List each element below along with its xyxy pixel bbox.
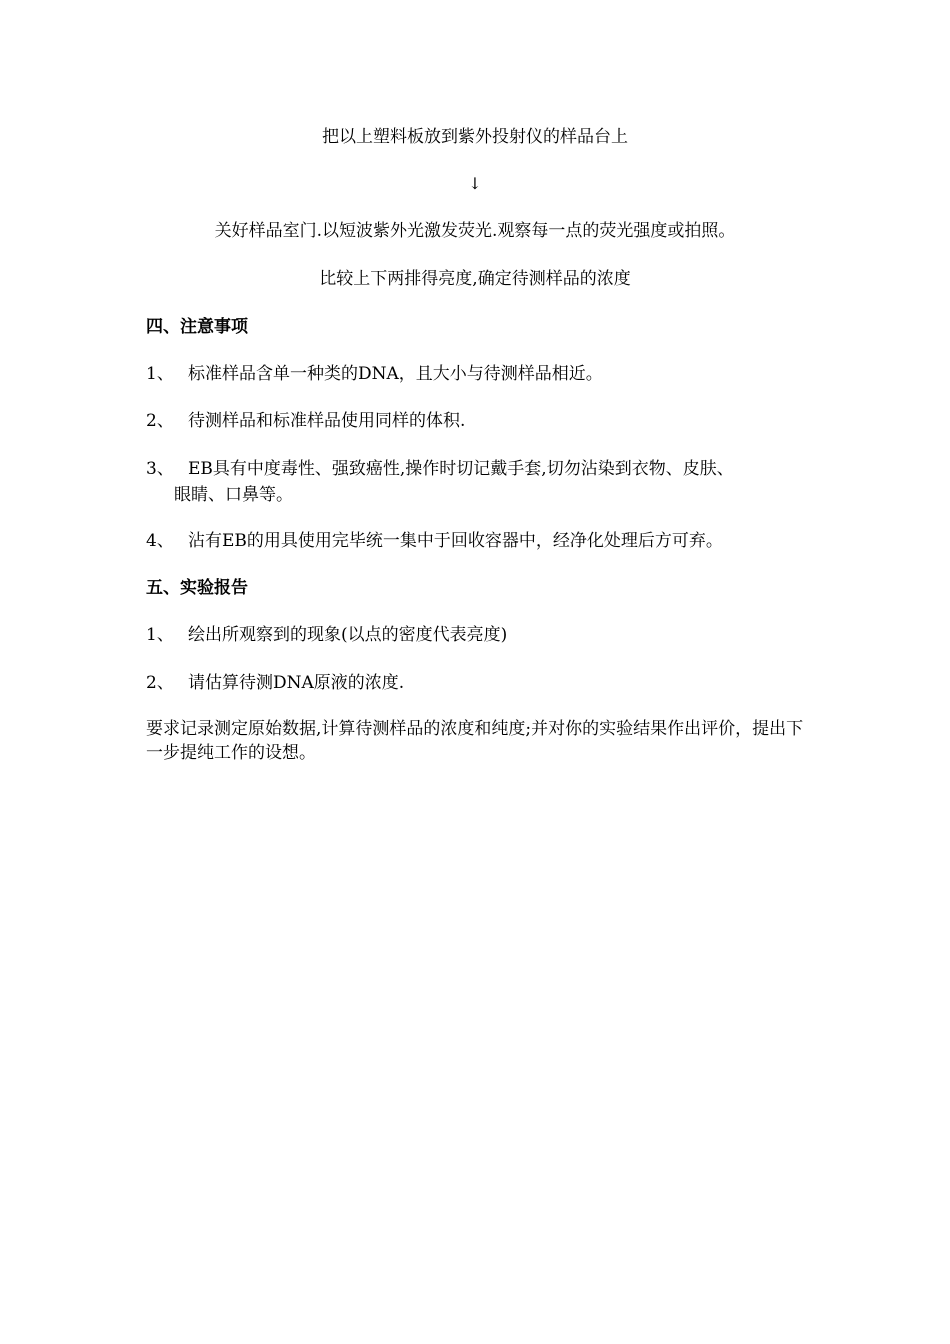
down-arrow-icon: ↓ — [468, 174, 482, 193]
note-item-3-text: EB具有中度毒性、强致癌性,操作时切记戴手套,切勿沾染到衣物、皮肤、 — [188, 459, 734, 479]
section-5-heading: 五、实验报告 — [146, 578, 248, 598]
note-item-4-number: 4、 — [146, 531, 174, 551]
note-item-3-text-continued: 眼睛、口鼻等。 — [174, 485, 293, 505]
note-item-3 — [146, 456, 806, 508]
note-item-4 — [146, 528, 806, 554]
report-item-2 — [146, 670, 806, 696]
report-item-2-number: 2、 — [146, 673, 174, 693]
flow-step-2: 关好样品室门.以短波紫外光激发荧光.观察每一点的荧光强度或拍照。 — [214, 221, 736, 241]
report-item-2-text: 请估算待测DNA原液的浓度. — [188, 673, 405, 693]
flow-step-3: 比较上下两排得亮度,确定待测样品的浓度 — [319, 269, 631, 289]
section-4-heading: 四、注意事项 — [146, 317, 248, 337]
note-item-2 — [146, 408, 806, 434]
note-item-2-number: 2、 — [146, 411, 174, 431]
note-item-1-text: 标准样品含单一种类的DNA，且大小与待测样品相近。 — [188, 364, 603, 384]
report-requirement-paragraph: 要求记录测定原始数据,计算待测样品的浓度和纯度;并对你的实验结果作出评价，提出下一步提纯工作的设想。 — [146, 719, 804, 763]
report-item-1-number: 1、 — [146, 625, 174, 645]
report-item-1-text: 绘出所观察到的现象(以点的密度代表亮度) — [188, 625, 508, 645]
flow-step-1: 把以上塑料板放到紫外投射仪的样品台上 — [322, 127, 628, 147]
note-item-2-text: 待测样品和标准样品使用同样的体积. — [188, 411, 466, 431]
report-item-1 — [146, 622, 806, 648]
note-item-3-number: 3、 — [146, 459, 174, 479]
note-item-4-text: 沾有EB的用具使用完毕统一集中于回收容器中，经净化处理后方可弃。 — [188, 531, 723, 551]
note-item-1-number: 1、 — [146, 364, 174, 384]
note-item-1 — [146, 361, 806, 387]
